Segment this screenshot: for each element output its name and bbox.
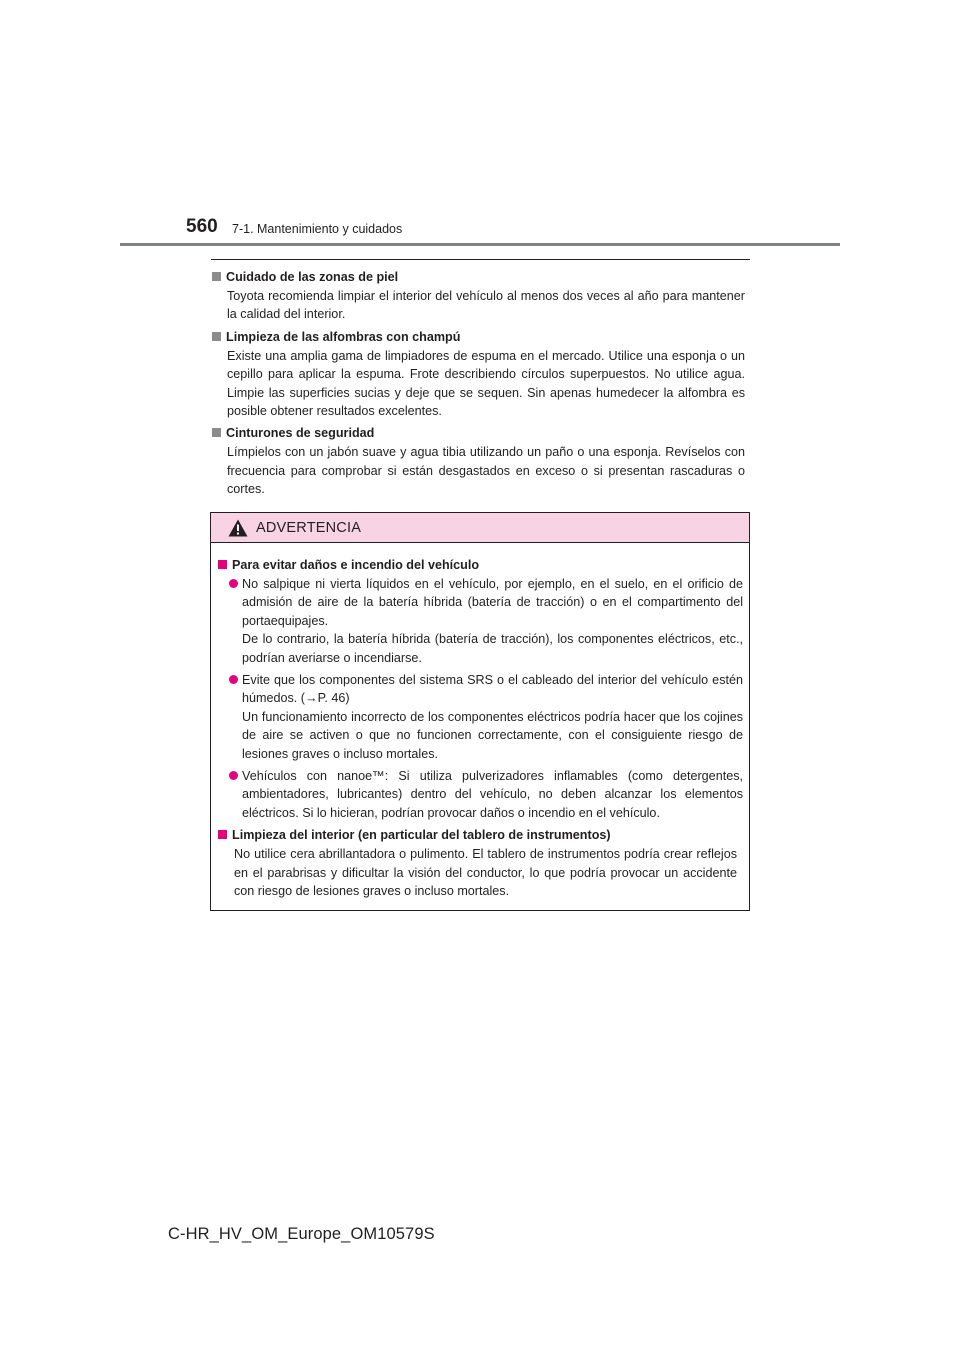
warning-triangle-icon [228,519,248,537]
square-bullet-icon [218,560,227,569]
bullet-text: Evite que los componentes del sistema SRS o el cableado del interior del vehículo estén húmedos. (→P. 46) Un funcionamiento incorrecto de los componentes eléctricos podría hacer que los cojines de aire se activen o que no funcionen correctamente, con el consiguiente riesgo de lesiones graves o incluso mortales. [242,673,743,761]
section-body: Toyota recomienda limpiar el interior del vehículo al menos dos veces al año para mantener la calidad del interior. [227,289,745,322]
bullet-text: No salpique ni vierta líquidos en el vehículo, por ejemplo, en el suelo, en el orificio de admisión de aire de la batería híbrida (batería de tracción) o en el compartimento del portaequipajes. De lo contrario, la batería híbrida (batería de tracción), los componentes eléctricos, etc., podrían averiarse o incendiarse. [242,577,743,665]
square-bullet-icon [212,428,221,437]
round-bullet-icon [229,675,238,684]
warning-header [211,513,749,543]
warning-body [211,543,749,901]
round-bullet-icon [229,771,238,780]
section-title: 7-1. Mantenimiento y cuidados [232,222,403,236]
section-heading [211,328,745,346]
square-bullet-icon [212,332,221,341]
warning-body-text: No utilice cera abrillantadora o pulimento. El tablero de instrumentos podría crear reflejos en el parabrisas y dificultar la visión del conductor, lo que podría provocar un accidente con riesgo de lesiones graves o incluso mortales. [234,847,737,899]
warning-bullet [229,671,743,763]
warning-bullet [229,575,743,667]
warning-bullet-text [242,575,743,667]
section-body: Existe una amplia gama de limpiadores de espuma en el mercado. Utilice una esponja o un cepillo para aplicar la espuma. Frote describiendo círculos superpuestos. No utilice agua. Limpie las superficies sucias y deje que se sequen. Sin apenas humedecer la alfombra es posible obtener resultados excelentes. [227,348,745,419]
section-heading-text: Cuidado de las zonas de piel [226,270,399,284]
section-leather-care [211,268,745,324]
warning-bullet-text [242,767,743,822]
document-code: C-HR_HV_OM_Europe_OM10579S [168,1225,435,1243]
content-rule [211,259,750,260]
round-bullet-icon [229,579,238,588]
page-number: 560 [186,216,218,237]
warning-heading-text: Limpieza del interior (en particular del tablero de instrumentos) [232,828,611,843]
header-rule [120,243,840,246]
warning-heading-text: Para evitar daños e incendio del vehículo [232,558,480,572]
section-heading-text: Cinturones de seguridad [226,426,375,441]
warning-bullet [229,767,743,822]
square-bullet-icon [212,272,221,281]
warning-box [210,512,750,911]
section-body: Límpielos con un jabón suave y agua tibia utilizando un paño o una esponja. Revíselos con frecuencia para comprobar si están desgastados en exceso o si presentan rascaduras o cortes. [227,445,745,497]
section-heading [211,268,745,286]
section-heading-text: Limpieza de las alfombras con champú [226,329,461,344]
bullet-text: Vehículos con nanoe™: Si utiliza pulverizadores inflamables (como detergentes, ambientadores, lubricantes) dentro del vehículo, no deben alcanzar los elementos eléctricos. Si lo hicieran, podrían provocar daños o incendio en el vehículo. [242,769,743,820]
warning-heading [217,826,743,844]
square-bullet-icon [218,830,227,839]
main-content [211,268,745,503]
section-seat-belts [211,424,745,498]
section-heading [211,424,745,442]
warning-title: ADVERTENCIA [256,519,362,536]
warning-heading [217,556,743,574]
section-carpet-shampoo [211,328,745,421]
warning-bullet-text [242,671,743,763]
